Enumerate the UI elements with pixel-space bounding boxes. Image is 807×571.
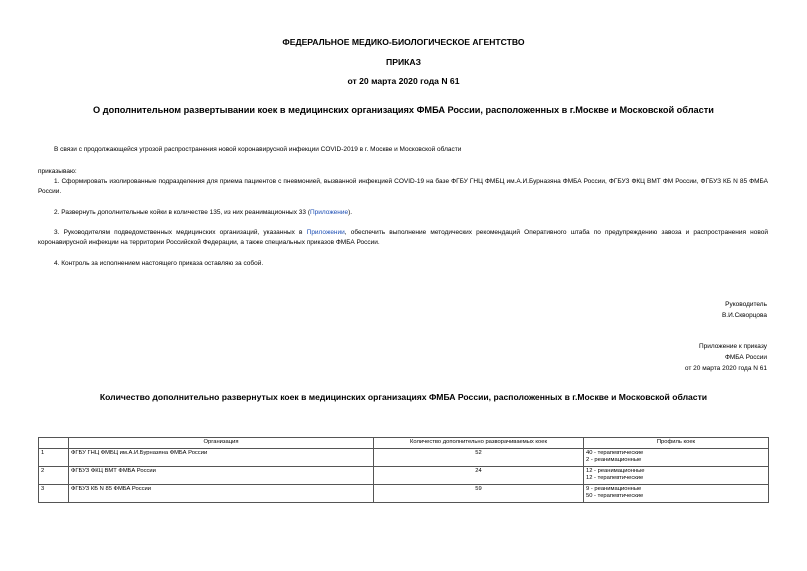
appendix-header (685, 341, 767, 374)
appendix-line-2: ФМБА России (724, 354, 767, 361)
signature-role: Руководитель (725, 301, 767, 308)
row-organization: ФГБУ ГНЦ ФМБЦ им.А.И.Бурназяна ФМБА России (69, 448, 374, 466)
table-row (39, 466, 769, 484)
appendix-line-3: от 20 марта 2020 года N 61 (684, 365, 767, 372)
row-count: 52 (374, 448, 584, 466)
col-profile-header: Профиль коек (584, 438, 769, 449)
document-title: О дополнительном развертывании коек в медицинских организациях ФМБА России, расположенных в г.Москве и Московской области (93, 105, 714, 115)
profile-line: 12 - реанимационные (586, 467, 645, 474)
signature-name: В.И.Скворцова (721, 312, 767, 319)
document-type: ПРИКАЗ (386, 57, 421, 67)
row-number: 1 (39, 448, 69, 466)
row-count: 24 (374, 466, 584, 484)
order-item-3 (38, 228, 768, 248)
order-item-3-end: , обеспечить выполнение методических рекомендаций Оперативного штаба по предупреждению завоза и распространения новой коронавирусной инфекции на территории Российской Федерации, а также специальных приказов ФМБА России. (38, 229, 768, 246)
row-profile (584, 484, 769, 502)
table-row (39, 448, 769, 466)
row-count: 59 (374, 484, 584, 502)
profile-line: 50 - терапевтические (586, 493, 644, 499)
row-number: 2 (39, 466, 69, 484)
row-number: 3 (39, 484, 69, 502)
order-word: приказываю: (38, 168, 77, 175)
row-organization: ФГБУЗ ФКЦ ВМТ ФМБА России (69, 466, 374, 484)
appendix-title: Количество дополнительно развернутых коек в медицинских организациях ФМБА России, расположенных в г.Москве и Московской области (99, 392, 708, 402)
beds-table (38, 437, 769, 503)
row-profile (584, 466, 769, 484)
col-organization-header: Организация (69, 438, 374, 449)
profile-line: 9 - реанимационные (586, 485, 642, 492)
profile-line: 2 - реанимационные (586, 457, 642, 463)
order-item-4: 4. Контроль за исполнением настоящего приказа оставляю за собой. (54, 260, 264, 267)
row-profile (584, 448, 769, 466)
appendix-link[interactable]: Приложение (310, 209, 349, 216)
order-item-2-end: ). (348, 209, 353, 216)
appendix-line-1: Приложение к приказу (698, 343, 767, 350)
table-row (39, 484, 769, 502)
order-item-1: 1. Сформировать изолированные подразделения для приема пациентов с пневмонией, вызванной инфекцией COVID-19 на базе ФГБУ ГНЦ ФМБЦ им.А.И.Бурназяна ФМБА России, ФГБУЗ ФКЦ ВМТ ФМ России, ФГБУЗ КБ N 85 ФМБА России. (38, 178, 768, 195)
order-item-3-text: 3. Руководителям подведомственных медицинских организаций, указанных в (54, 229, 307, 236)
table-header-row (39, 438, 769, 449)
intro-paragraph: В связи с продолжающейся угрозой распространения новой коронавирусной инфекции COVID-2019 в г. Москве и Московской области (54, 146, 462, 153)
signature-block (722, 299, 767, 321)
order-item-2 (38, 208, 768, 218)
col-number-header (39, 438, 69, 449)
profile-line: 40 - терапевтические (586, 449, 644, 456)
appendix-link-2[interactable]: Приложении (306, 229, 345, 236)
profile-line: 12 - терапевтические (586, 475, 644, 481)
order-item-2-text: 2. Развернуть дополнительные койки в количестве 135, из них реанимационных 33 ( (54, 209, 310, 216)
col-count-header: Количество дополнительно разворачиваемых коек (374, 438, 584, 449)
row-organization: ФГБУЗ КБ N 85 ФМБА России (69, 484, 374, 502)
agency-name: ФЕДЕРАЛЬНОЕ МЕДИКО-БИОЛОГИЧЕСКОЕ АГЕНТСТВО (282, 37, 525, 47)
document-date: от 20 марта 2020 года N 61 (347, 76, 460, 86)
